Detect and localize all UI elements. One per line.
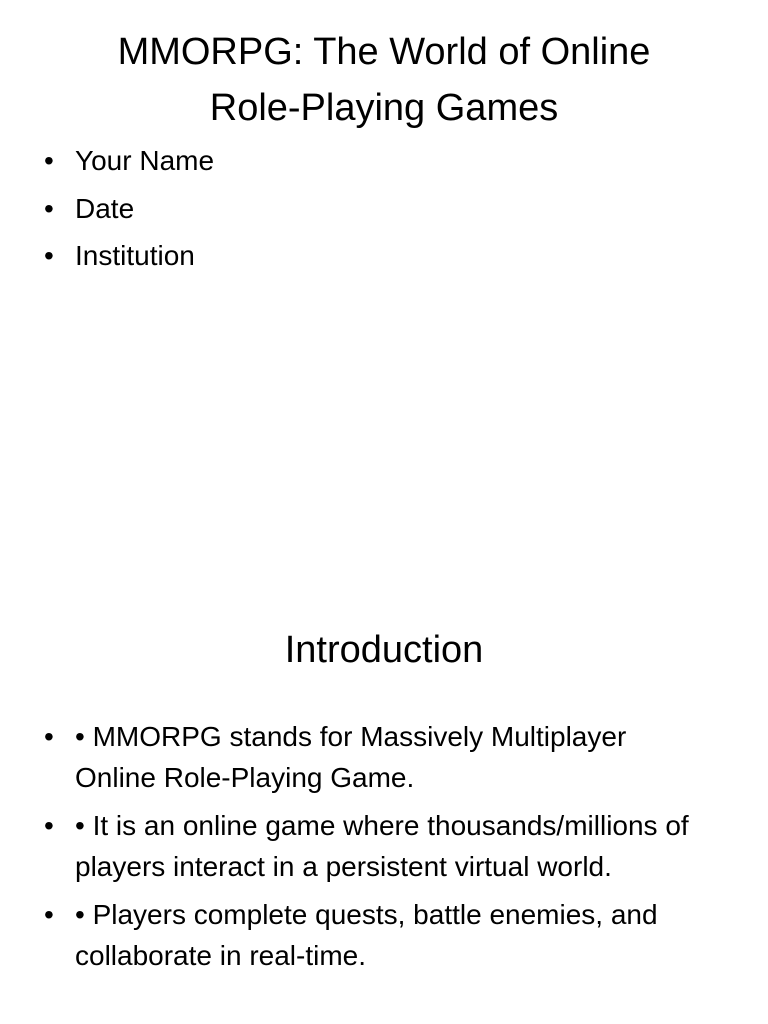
- bullet-glyph: •: [44, 240, 54, 271]
- bullet-glyph: •: [44, 192, 54, 224]
- introduction-slide: [0, 576, 768, 1024]
- bullet-item: [40, 189, 700, 229]
- bullet-item: [40, 236, 700, 276]
- bullet-text: Your Name: [75, 145, 215, 176]
- bullet-text: Institution: [75, 240, 195, 271]
- slide-title: [40, 24, 728, 136]
- bullet-list: [40, 716, 700, 983]
- bullet-text: Date: [75, 192, 135, 224]
- bullet-glyph: •: [44, 899, 54, 930]
- bullet-item: [40, 805, 700, 887]
- bullet-text: • Players complete quests, battle enemies, and collaborate in real-time.: [75, 899, 658, 971]
- slide-title-line-2: Role-Playing Games: [209, 87, 559, 129]
- bullet-item: [40, 894, 700, 976]
- bullet-text: • It is an online game where thousands/millions of players interact in a persistent virtual world.: [75, 810, 689, 882]
- bullet-item: [40, 716, 700, 798]
- bullet-glyph: •: [44, 721, 54, 752]
- slide-title: Introduction: [284, 629, 484, 671]
- bullet-glyph: •: [44, 145, 54, 176]
- slide-title-line-1: MMORPG: The World of Online: [117, 31, 651, 73]
- bullet-glyph: •: [44, 810, 54, 841]
- bullet-list: [40, 141, 700, 284]
- bullet-text: • MMORPG stands for Massively Multiplayer Online Role-Playing Game.: [75, 721, 627, 793]
- bullet-item: [40, 141, 700, 181]
